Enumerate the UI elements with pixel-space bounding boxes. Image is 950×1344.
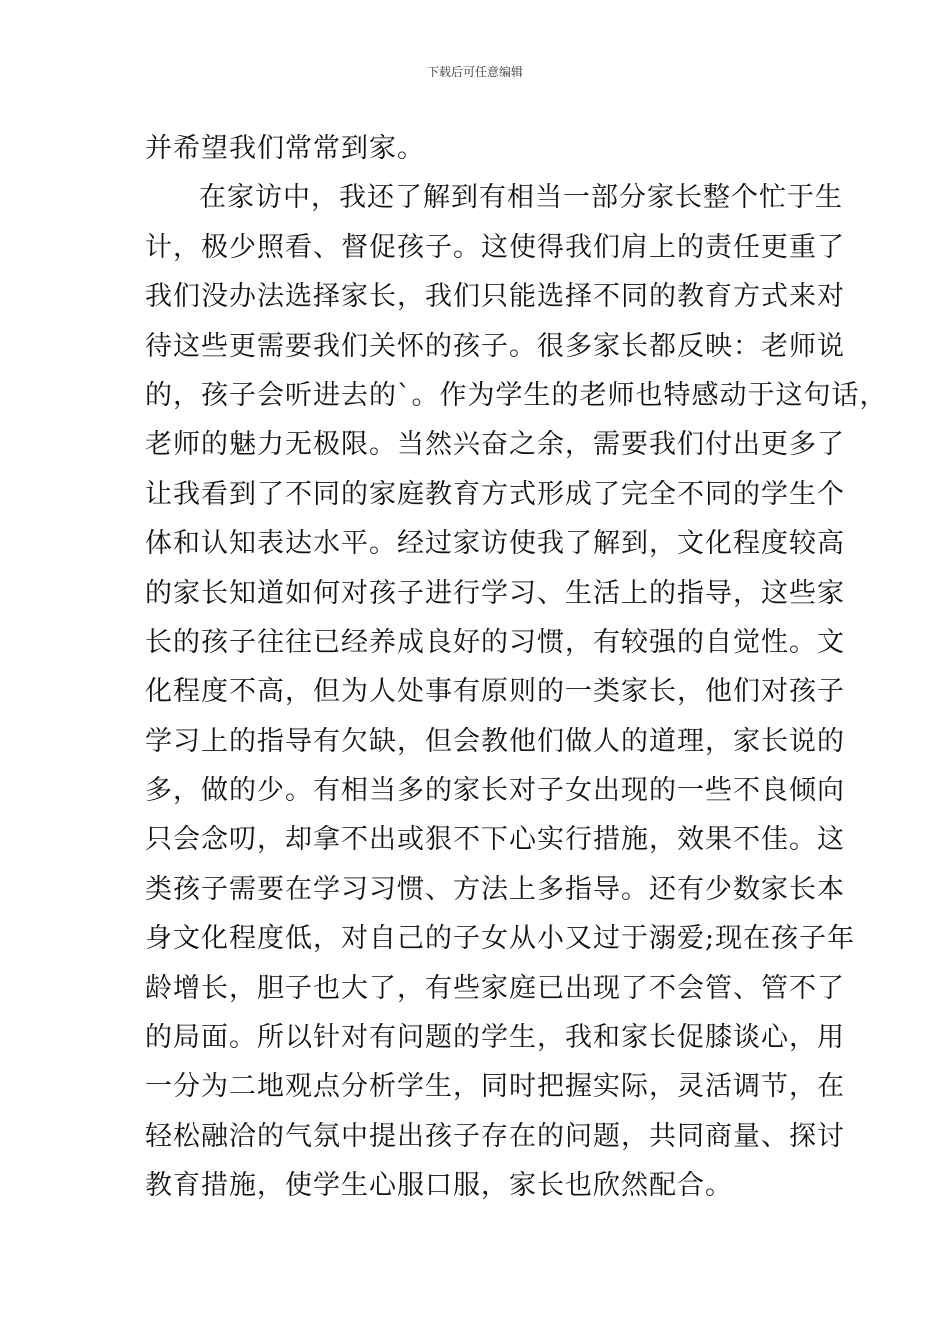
text-line: 的家长知道如何对孩子进行学习、生活上的指导，这些家 [145,577,845,609]
text-line: 待这些更需要我们关怀的孩子。很多家长都反映：老师说 [145,330,845,362]
text-line: 多，做的少。有相当多的家长对子女出现的一些不良倾向 [145,775,845,807]
text-line: 学习上的指导有欠缺，但会教他们做人的道理，家长说的 [145,725,845,757]
text-line: 轻松融洽的气氛中提出孩子存在的问题，共同商量、探讨 [145,1120,845,1152]
text-line: 让我看到了不同的家庭教育方式形成了完全不同的学生个 [145,478,845,510]
text-line: 的，孩子会听进去的`。作为学生的老师也特感动于这句话， [145,379,888,411]
text-line: 并希望我们常常到家。 [145,133,425,164]
text-line: 老师的魅力无极限。当然兴奋之余，需要我们付出更多了 [145,429,845,461]
page-header: 下载后可任意编辑 [426,65,523,79]
text-line-paragraph-start: 在家访中，我还了解到有相当一部分家长整个忙于生 [199,182,843,214]
text-line: 只会念叨，却拿不出或狠不下心实行措施，效果不佳。这 [145,824,845,856]
text-line: 长的孩子往往已经养成良好的习惯，有较强的自觉性。文 [145,626,845,658]
text-line: 的局面。所以针对有问题的学生，我和家长促膝谈心，用 [145,1022,845,1054]
text-line: 计，极少照看、督促孩子。这使得我们肩上的责任更重了 [145,231,845,263]
text-line: 化程度不高，但为人处事有原则的一类家长，他们对孩子 [145,676,845,708]
text-line: 教育措施，使学生心服口服，家长也欣然配合。 [145,1170,733,1202]
text-line: 体和认知表达水平。经过家访使我了解到，文化程度较高 [145,528,845,560]
document-body [145,124,888,1211]
text-line: 龄增长，胆子也大了，有些家庭已出现了不会管、管不了 [145,972,845,1004]
text-line: 身文化程度低，对自己的子女从小又过于溺爱;现在孩子年 [145,923,856,955]
text-line: 类孩子需要在学习习惯、方法上多指导。还有少数家长本 [145,873,845,905]
text-line: 一分为二地观点分析学生，同时把握实际，灵活调节，在 [145,1071,845,1103]
text-line: 我们没办法选择家长，我们只能选择不同的教育方式来对 [145,281,845,313]
